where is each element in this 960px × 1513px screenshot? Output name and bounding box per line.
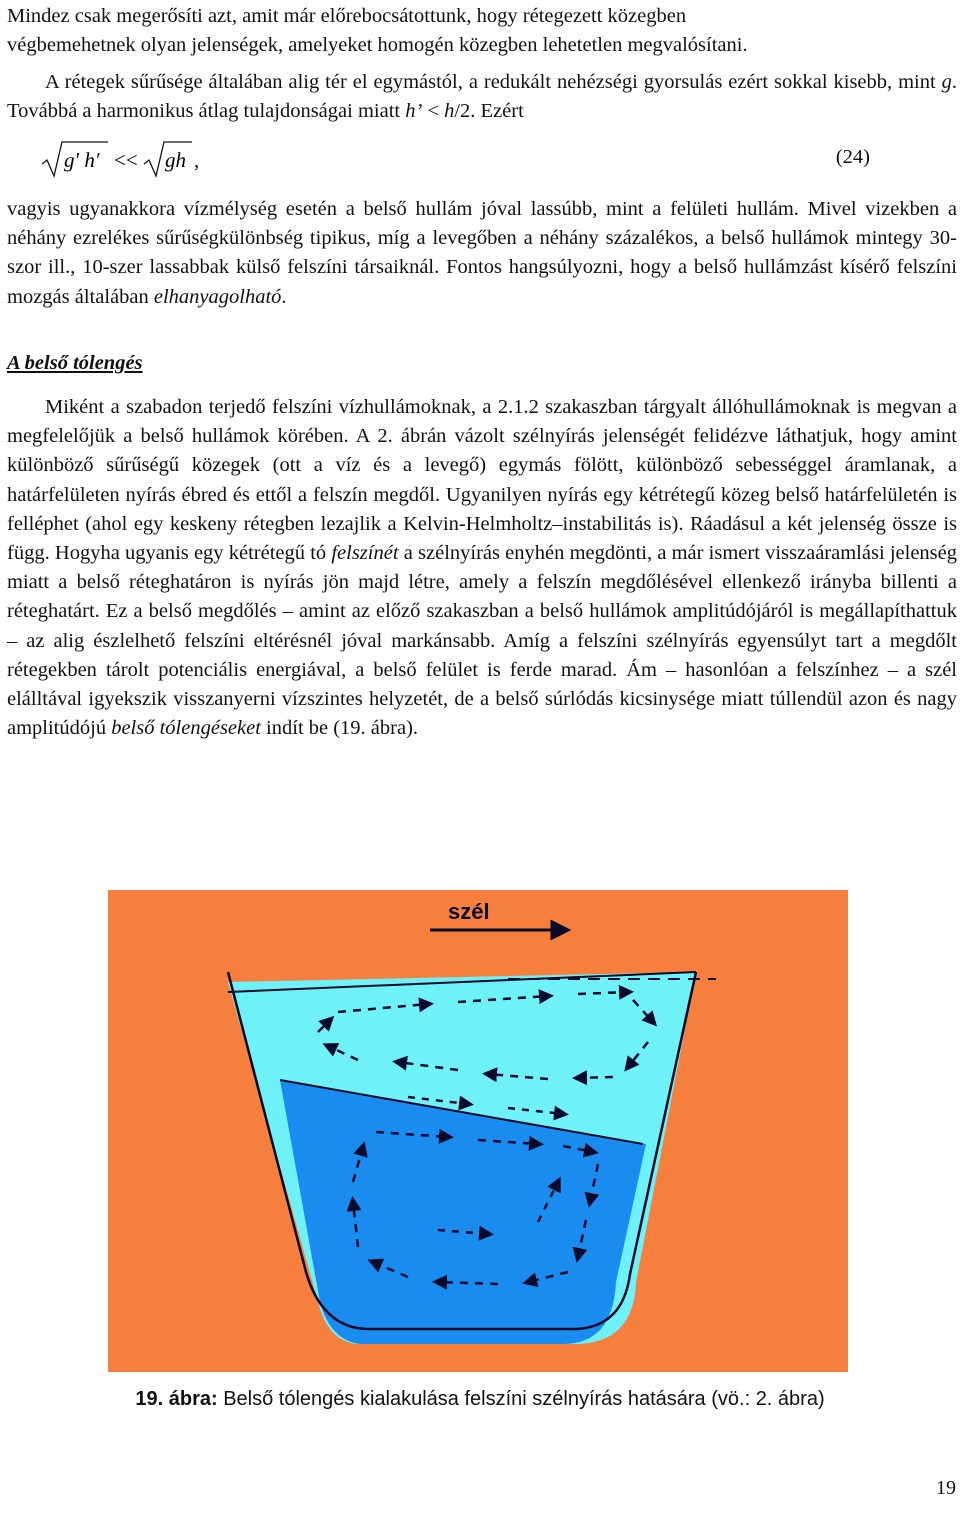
equation-comma: , (194, 148, 200, 172)
much-less-than: << (114, 148, 138, 172)
paragraph-4-italic: felszínét (331, 542, 399, 565)
paragraph-3 (7, 195, 957, 312)
left-radicand: g′ h′ (64, 148, 100, 172)
paragraph-1 (7, 2, 957, 60)
wind-label: szél (448, 899, 490, 924)
paragraph-4-text: indít be (19. ábra). (260, 717, 419, 740)
symbol-h: h (444, 100, 455, 123)
paragraph-3-italic: elhanyagolható (153, 285, 282, 308)
paragraph-1-line-1: Mindez csak megerősíti azt, amit már előrebocsátottunk, hogy rétegezett közegben (7, 5, 687, 27)
paragraph-2-text: A rétegek sűrűsége általában alig tér el egymástól, a redukált nehézségi gyorsulás ezért sokkal kisebb, mint (45, 71, 942, 93)
paragraph-4 (7, 393, 957, 743)
symbol-h-prime: h’ (405, 100, 423, 123)
figure-19 (108, 882, 848, 1402)
symbol-g: g (941, 71, 952, 93)
caption-label: 19. ábra: (135, 1388, 218, 1410)
equation-formula (40, 140, 250, 182)
paragraph-2-text: < (422, 100, 445, 123)
equation-24 (40, 140, 960, 180)
paragraph-1-line-2: végbemehetnek olyan jelenségek, amelyeket homogén közegben lehetetlen megvalósítani. (7, 34, 748, 57)
page-number: 19 (936, 1477, 956, 1499)
caption-text: Belső tólengés kialakulása felszíni szélnyírás hatására (vö.: 2. ábra) (217, 1388, 825, 1410)
paragraph-4-italic: belső tólengéseket (111, 717, 261, 740)
paragraph-2-text: . Továbbá a harmonikus átlag tulajdonságai miatt (7, 71, 957, 123)
lake-diagram (108, 882, 848, 1372)
paragraph-3-text: vagyis ugyanakkora vízmélység esetén a belső hullám jóval lassúbb, mint a felületi hullám. Mivel vizekben a néhány ezrelékes sűrűségkülönbség tipikus, míg a levegőben a néhány százalékos, a belső hullámok mintegy 30-szor ill., 10-szer lassabbak külső felszíni társaiknál. Fontos hangsúlyozni, hogy a belső hullámzást kísérő felszíni mozgás általában (7, 198, 957, 308)
section-heading: A belső tólengés (7, 352, 143, 374)
paragraph-2 (7, 68, 957, 126)
right-radicand: gh (165, 148, 186, 172)
figure-caption (0, 1388, 960, 1411)
paragraph-4-text: a szélnyírás enyhén megdönti, a már ismert visszaáramlási jelenség miatt a belső réteghatáron is nyírás jön majd létre, amely a felszín megdőlésével ellenkező irányba billenti a réteghatárt. Ez a belső megdőlés – amint az előző szakaszban a belső hullámok amplitúdójáról is megállapíthattuk – az alig észlelhető felszíni eltérésnél jóval markánsabb. Amíg a felszíni szélnyírás egyensúlyt tart a megdőlt rétegekben tárolt potenciális energiával, a belső felület is ferde marad. Ám – hasonlóan a felszínhez – a szél elálltával igyekszik visszanyerni vízszintes helyzetét, de a belső súrlódás kicsinysége miatt túllendül azon és nagy amplitúdójú (7, 542, 957, 740)
equation-number: (24) (835, 146, 870, 168)
paragraph-4-text: Miként a szabadon terjedő felszíni vízhullámoknak, a 2.1.2 szakaszban tárgyalt állóhullámoknak is megvan a megfelelőjük a belső hullámok körében. A 2. ábrán vázolt szélnyírás jelenségét felidézve láthatjuk, hogy amint különböző sűrűségű közegek (ott a víz és a levegő) egymás fölött, különböző sebességgel áramlanak, a határfelületen nyírás ébred és ettől a felszín megdől. Ugyanilyen nyírás egy kétrétegű közeg belső határfelületén is felléphet (ahol egy keskeny rétegben lezajlik a Kelvin-Helmholtz–instabilitás is). Ráadásul a két jelenség össze is függ. Hogyha ugyanis egy kétrétegű tó (7, 396, 957, 565)
paragraph-2-text: /2. Ezért (454, 100, 524, 123)
paragraph-3-end: . (281, 285, 287, 308)
